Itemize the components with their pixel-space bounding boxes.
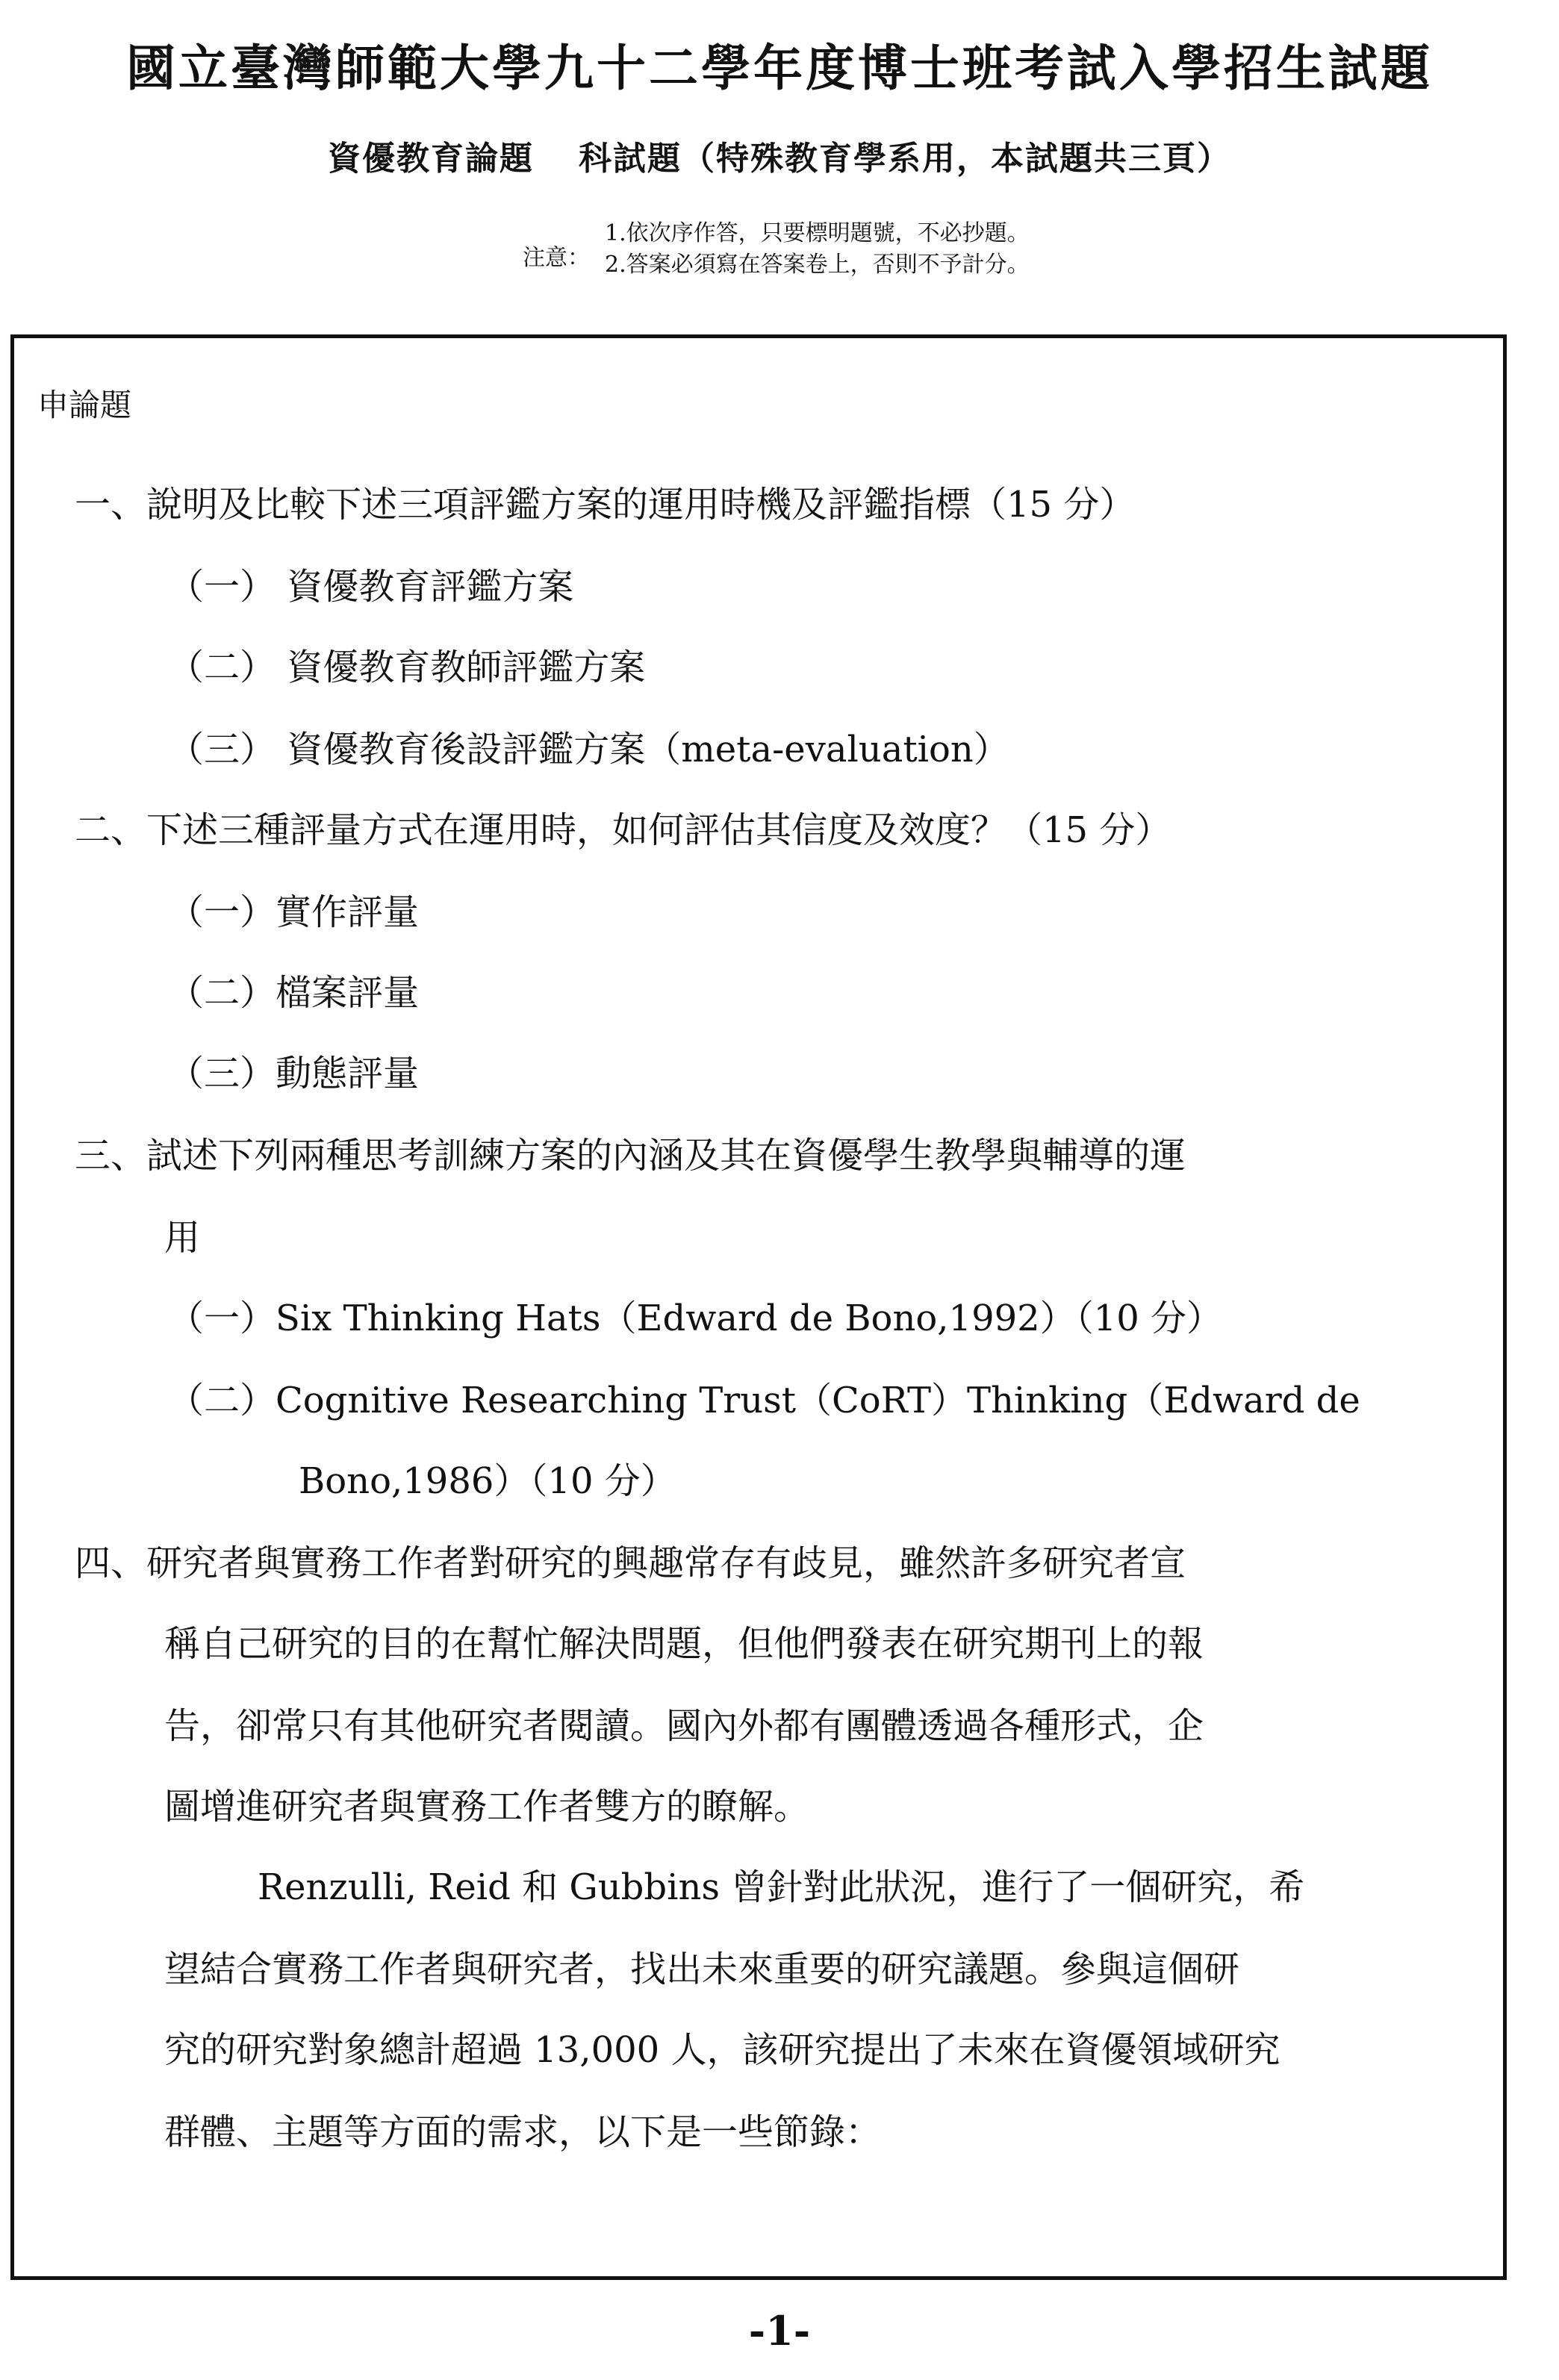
question-number: 四、 bbox=[75, 1542, 147, 1584]
question-text: 下述三種評量方式在運用時，如何評估其信度及效度？（15 分） bbox=[146, 809, 1171, 851]
question-1-item-2: （二） 資優教育教師評鑑方案 bbox=[168, 647, 646, 688]
question-4-text-line: 究的研究對象總計超過 13,000 人，該研究提出了未來在資優領域研究 bbox=[164, 2029, 1281, 2071]
question-4-text-line: 群體、主題等方面的需求，以下是一些節錄： bbox=[164, 2111, 882, 2153]
question-2 bbox=[75, 808, 1171, 853]
question-text: 研究者與實務工作者對研究的興趣常存有歧見，雖然許多研究者宣 bbox=[146, 1542, 1186, 1584]
notes-list bbox=[605, 218, 1030, 281]
notes-label: 注意： bbox=[523, 245, 590, 271]
question-text: 說明及比較下述三項評鑑方案的運用時機及評鑑指標（15 分） bbox=[146, 484, 1136, 526]
note-item: 1.依次序作答，只要標明題號，不必抄題。 bbox=[605, 220, 1030, 246]
question-4-text-line: 告，卻常只有其他研究者閱讀。國內外都有團體透過各種形式，企 bbox=[164, 1705, 1204, 1747]
question-2-item-2: （二）檔案評量 bbox=[168, 972, 420, 1014]
question-4 bbox=[75, 1541, 1186, 1586]
section-heading: 申論題 bbox=[37, 387, 132, 423]
question-number: 三、 bbox=[75, 1135, 147, 1177]
question-4-text-line: 圖增進研究者與實務工作者雙方的瞭解。 bbox=[164, 1786, 810, 1828]
subject-name: 資優教育論題 bbox=[328, 140, 534, 178]
question-4-text-line: Renzulli, Reid 和 Gubbins 曾針對此狀況，進行了一個研究，希 bbox=[258, 1866, 1305, 1908]
subject-line bbox=[0, 131, 1559, 179]
question-number: 一、 bbox=[75, 484, 147, 526]
question-4-text-line: 望結合實務工作者與研究者，找出未來重要的研究議題。參與這個研 bbox=[164, 1948, 1240, 1990]
question-1 bbox=[75, 482, 1135, 527]
question-4-text-line: 稱自己研究的目的在幫忙解決問題，但他們發表在研究期刊上的報 bbox=[164, 1623, 1204, 1665]
question-3-item-2: （二）Cognitive Researching Trust（CoRT）Thinking（Edward de bbox=[168, 1380, 1360, 1421]
question-2-item-3: （三）動態評量 bbox=[168, 1053, 420, 1094]
note-item: 2.答案必須寫在答案卷上，否則不予計分。 bbox=[605, 252, 1030, 278]
question-3-item-2-cont: Bono,1986）（10 分） bbox=[299, 1460, 676, 1502]
question-number: 二、 bbox=[75, 809, 147, 851]
exam-title: 國立臺灣師範大學九十二學年度博士班考試入學招生試題 bbox=[126, 39, 1433, 97]
question-1-item-1: （一） 資優教育評鑑方案 bbox=[168, 566, 574, 608]
question-1-item-3: （三） 資優教育後設評鑑方案（meta-evaluation） bbox=[168, 729, 1009, 770]
page-number: -1- bbox=[748, 2307, 811, 2355]
question-2-item-1: （一）實作評量 bbox=[168, 891, 420, 933]
question-3-text-line: 用 bbox=[164, 1217, 201, 1259]
question-text: 試述下列兩種思考訓練方案的內涵及其在資優學生教學與輔導的運 bbox=[146, 1135, 1186, 1177]
question-3-item-1: （一）Six Thinking Hats（Edward de Bono,1992）（10 分） bbox=[168, 1298, 1223, 1339]
subject-suffix: 科試題（特殊教育學系用，本試題共三頁） bbox=[579, 140, 1231, 178]
question-3 bbox=[75, 1133, 1186, 1178]
